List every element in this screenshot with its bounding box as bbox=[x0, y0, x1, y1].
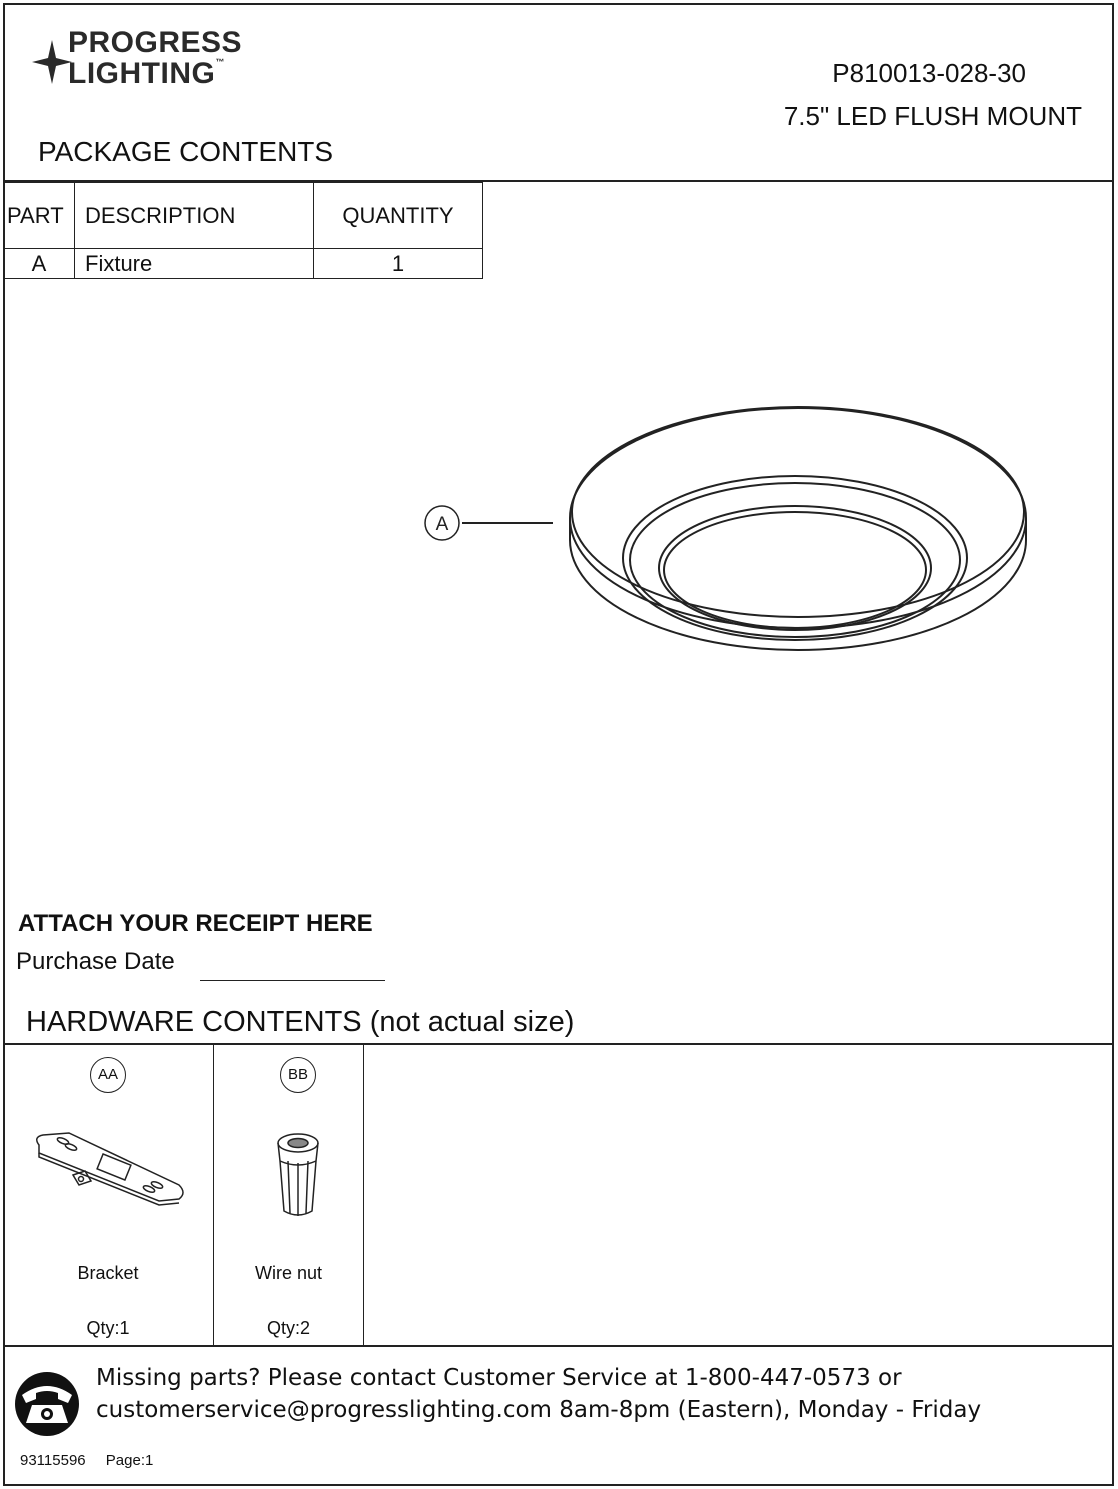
contact-line1: Missing parts? Please contact Customer Service at 1-800-447-0573 or bbox=[96, 1365, 902, 1391]
hardware-name-wire-nut: Wire nut bbox=[254, 1263, 323, 1283]
brand-line1: PROGRESS bbox=[68, 26, 243, 59]
hardware-item-wire-nut bbox=[214, 1045, 364, 1346]
cell-quantity: 1 bbox=[314, 249, 483, 279]
callout-a: A bbox=[435, 514, 449, 535]
wire-nut-icon bbox=[268, 1131, 328, 1221]
cell-part: A bbox=[4, 249, 75, 279]
brand-line2-text: LIGHTING bbox=[68, 57, 216, 90]
column-header-description: DESCRIPTION bbox=[75, 183, 314, 249]
contact-line2: customerservice@progresslighting.com 8am-8pm (Eastern), Monday - Friday bbox=[96, 1397, 982, 1423]
package-contents-title: PACKAGE CONTENTS bbox=[38, 136, 334, 167]
divider bbox=[3, 1345, 1114, 1347]
cell-description: Fixture bbox=[75, 249, 314, 279]
trademark: ™ bbox=[215, 57, 225, 67]
column-header-part: PART bbox=[4, 183, 75, 249]
bracket-icon bbox=[29, 1127, 189, 1227]
telephone-icon bbox=[10, 1371, 84, 1437]
brand-line2 bbox=[68, 57, 225, 91]
document-number: 93115596 bbox=[20, 1452, 86, 1469]
purchase-date-line bbox=[200, 980, 385, 981]
footer bbox=[20, 1452, 169, 1469]
hardware-contents-title: HARDWARE CONTENTS (not actual size) bbox=[26, 1006, 575, 1038]
purchase-date-label: Purchase Date bbox=[16, 948, 175, 975]
contact-info bbox=[96, 1362, 981, 1426]
hardware-qty-bracket: Qty:1 bbox=[86, 1318, 130, 1338]
hardware-label-bb: BB bbox=[280, 1057, 316, 1093]
parts-table bbox=[3, 182, 483, 279]
table-header-row bbox=[4, 183, 483, 249]
hardware-qty-wire-nut: Qty:2 bbox=[266, 1318, 310, 1338]
star-icon bbox=[32, 40, 72, 84]
page-number: Page:1 bbox=[105, 1452, 154, 1469]
brand-logo bbox=[32, 26, 282, 96]
product-name: 7.5" LED FLUSH MOUNT bbox=[783, 101, 1082, 131]
fixture-illustration bbox=[420, 400, 1040, 660]
hardware-name-bracket: Bracket bbox=[77, 1263, 139, 1283]
hardware-label-aa: AA bbox=[90, 1057, 126, 1093]
model-number: P810013-028-30 bbox=[832, 58, 1026, 88]
table-row bbox=[4, 249, 483, 279]
column-header-quantity: QUANTITY bbox=[314, 183, 483, 249]
hardware-item-bracket bbox=[3, 1045, 214, 1346]
receipt-title: ATTACH YOUR RECEIPT HERE bbox=[18, 910, 373, 937]
